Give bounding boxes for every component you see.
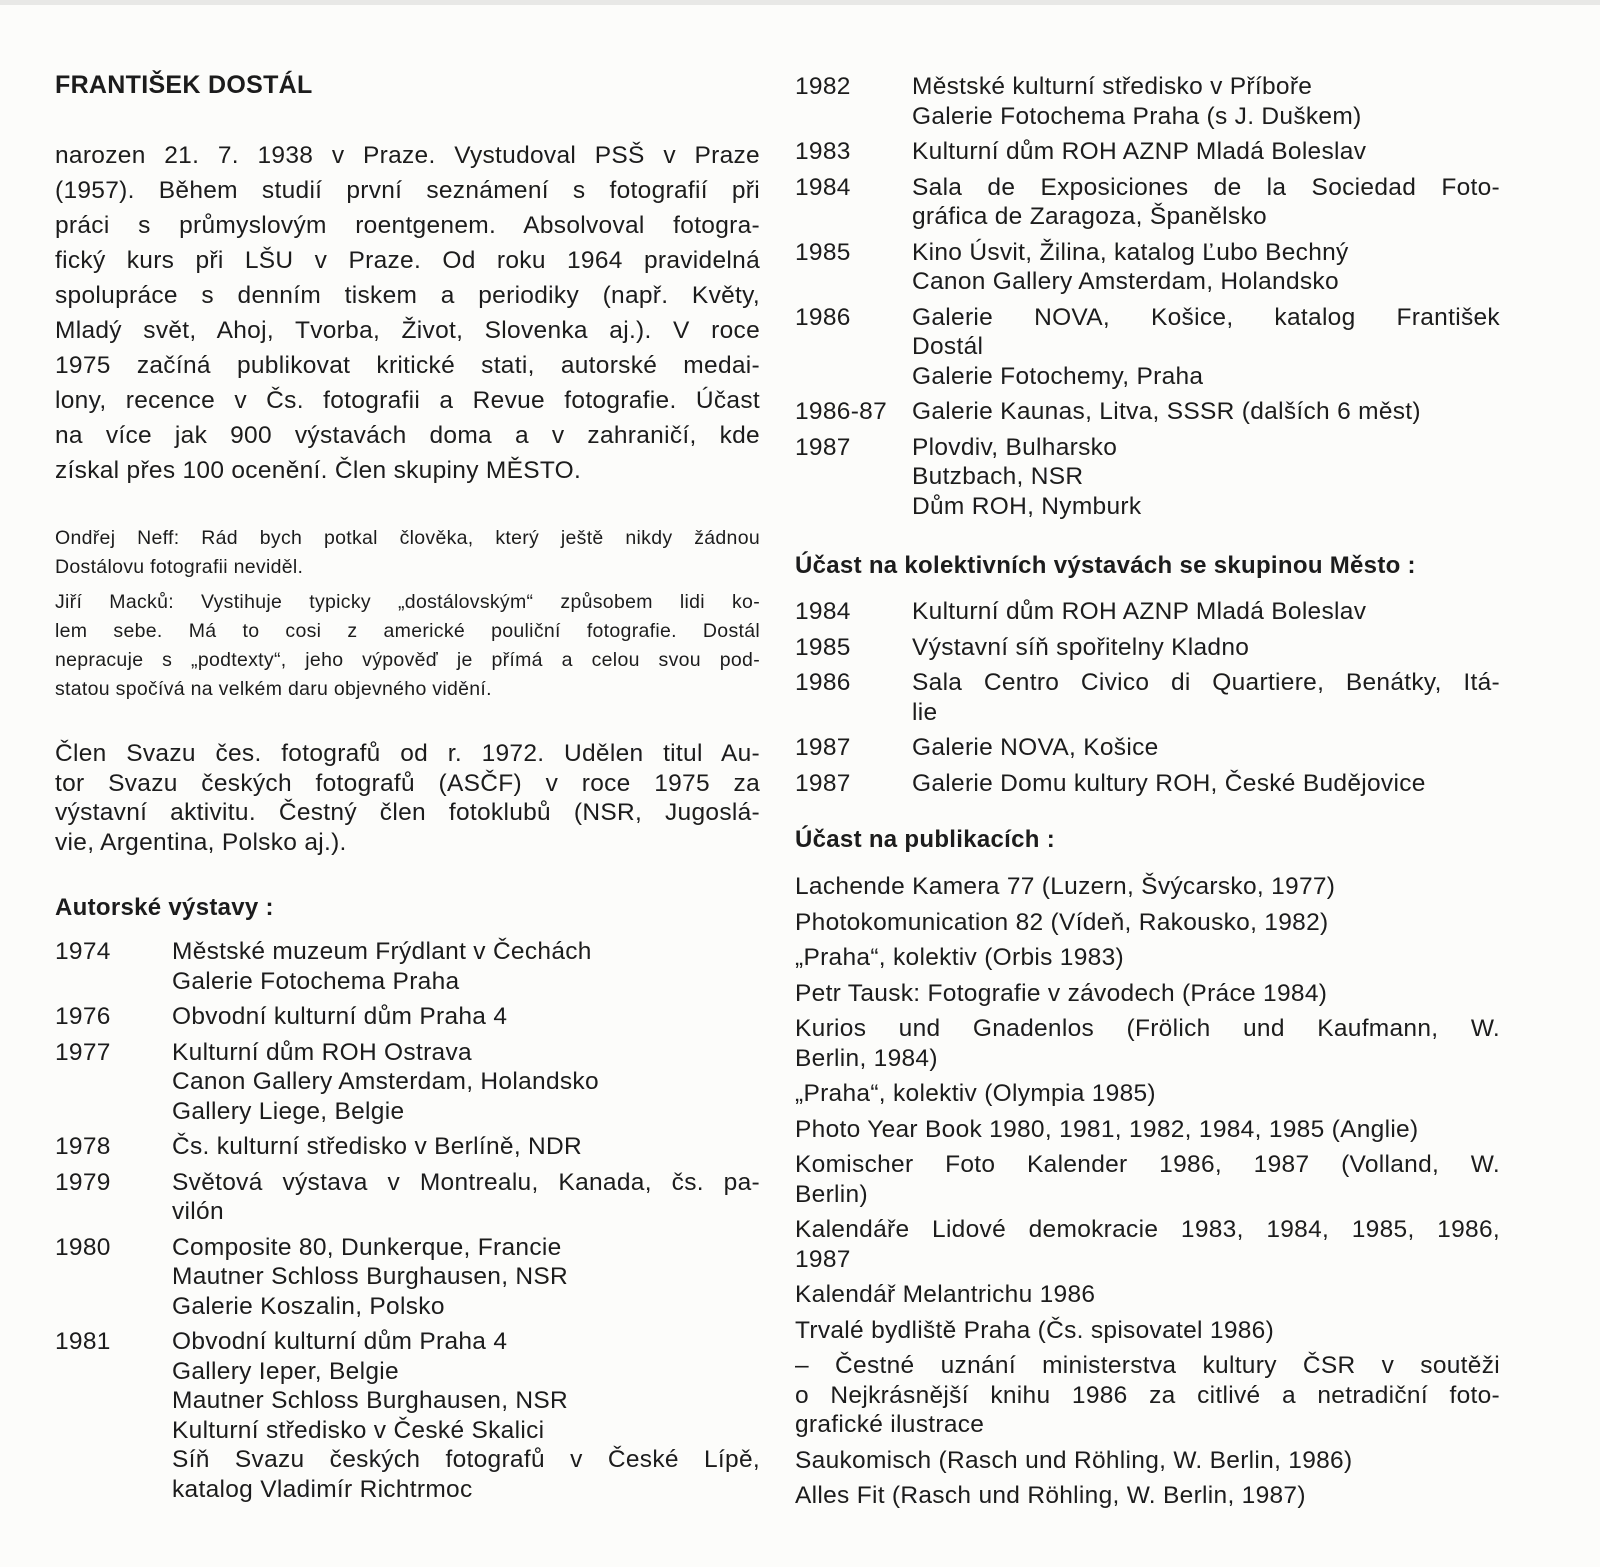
publication-line: Photokomunication 82 (Vídeň, Rakousko, 1982) xyxy=(795,908,1329,936)
publications-heading: Účast na publikacích : xyxy=(795,826,1056,853)
exhibition-venues xyxy=(912,733,1500,763)
exhibition-venue xyxy=(172,1445,760,1504)
exhibition-entry xyxy=(55,1132,760,1162)
exhibition-year: 1983 xyxy=(795,138,851,165)
venue-line: Sala de Exposiciones de la Sociedad Foto- xyxy=(912,173,1500,201)
exhibition-entry xyxy=(55,1038,760,1127)
venue-line: Galerie Kaunas, Litva, SSSR (dalších 6 měst) xyxy=(912,398,1421,425)
venue-line: Obvodní kulturní dům Praha 4 xyxy=(172,1328,508,1355)
publication-line: Komischer Foto Kalender 1986, 1987 (Volland, W. xyxy=(795,1151,1500,1178)
exhibition-year: 1980 xyxy=(55,1233,111,1261)
exhibition-venues xyxy=(912,72,1500,131)
solo-exhibitions-heading: Autorské výstavy : xyxy=(55,894,274,921)
publication-line: Trvalé bydliště Praha (Čs. spisovatel 1986) xyxy=(795,1316,1275,1344)
exhibition-entry xyxy=(795,733,1500,763)
exhibition-venues xyxy=(172,1233,760,1322)
venue-line: Kino Úsvit, Žilina, katalog Ľubo Bechný xyxy=(912,238,1349,266)
page-title: FRANTIŠEK DOSTÁL xyxy=(55,71,313,99)
venue-line: Gallery Liege, Belgie xyxy=(172,1097,405,1125)
exhibition-year: 1986 xyxy=(795,303,851,331)
exhibition-venue xyxy=(912,769,1500,799)
exhibition-venue xyxy=(912,72,1500,102)
venue-line: Kulturní dům ROH AZNP Mladá Boleslav xyxy=(912,598,1367,625)
venue-line: Galerie Koszalin, Polsko xyxy=(172,1292,445,1320)
exhibition-venues xyxy=(912,137,1500,167)
bio-line: (1957). Během studií první seznámení s fotografií při xyxy=(55,177,760,204)
publication-line: grafické ilustrace xyxy=(795,1411,985,1438)
publication-item xyxy=(795,872,1500,902)
publication-line: „Praha“, kolektiv (Orbis 1983) xyxy=(795,944,1124,971)
publication-item xyxy=(795,1215,1500,1274)
publication-item xyxy=(795,979,1500,1009)
exhibition-venue xyxy=(912,238,1500,268)
exhibition-venue xyxy=(912,173,1500,232)
exhibition-venues xyxy=(912,597,1500,627)
publication-item xyxy=(795,1316,1500,1346)
publication-line: Alles Fit (Rasch und Röhling, W. Berlin, 1987) xyxy=(795,1482,1306,1509)
exhibition-year: 1985 xyxy=(795,633,851,661)
exhibition-venue xyxy=(172,1292,760,1322)
exhibition-venue xyxy=(172,1168,760,1227)
exhibition-venues xyxy=(912,397,1500,427)
exhibition-entry xyxy=(55,1233,760,1322)
venue-line: Plovdiv, Bulharsko xyxy=(912,433,1118,461)
venue-line: Světová výstava v Montrealu, Kanada, čs. pa- xyxy=(172,1168,760,1196)
venue-line: Canon Gallery Amsterdam, Holandsko xyxy=(172,1068,599,1095)
publication-item xyxy=(795,908,1500,938)
exhibition-venue xyxy=(912,362,1500,392)
publication-item xyxy=(795,1014,1500,1073)
publication-line: Berlin, 1984) xyxy=(795,1044,938,1072)
venue-line: Výstavní síň spořitelny Kladno xyxy=(912,633,1250,661)
exhibition-year: 1987 xyxy=(795,433,851,461)
exhibition-year: 1974 xyxy=(55,938,111,965)
venue-line: Městské kulturní středisko v Příboře xyxy=(912,73,1313,100)
venue-line: Dostál xyxy=(912,333,984,360)
exhibition-venue xyxy=(912,597,1500,627)
exhibition-venue xyxy=(172,1357,760,1387)
exhibition-entry xyxy=(55,1168,760,1227)
exhibition-venue xyxy=(912,462,1500,492)
exhibition-entry xyxy=(795,597,1500,627)
group-exhibitions-list xyxy=(795,597,1500,804)
exhibition-venues xyxy=(172,1132,760,1162)
solo-exhibitions-list xyxy=(55,937,760,1510)
exhibition-year: 1985 xyxy=(795,238,851,266)
publication-item xyxy=(795,1280,1500,1310)
venue-line: Galerie Fotochemy, Praha xyxy=(912,362,1204,390)
exhibition-venue xyxy=(912,433,1500,463)
exhibition-venue xyxy=(172,1038,760,1068)
bio-line: práci s průmyslovým roentgenem. Absolvoval fotogra- xyxy=(55,212,760,239)
publication-item xyxy=(795,1446,1500,1476)
membership-line: výstavní aktivitu. Čestný člen fotoklubů (NSR, Jugoslá- xyxy=(55,799,760,826)
exhibition-entry xyxy=(795,137,1500,167)
exhibition-venue xyxy=(912,668,1500,727)
publication-line: Kalendář Melantrichu 1986 xyxy=(795,1281,1096,1308)
venue-line: Čs. kulturní středisko v Berlíně, NDR xyxy=(172,1133,583,1160)
exhibition-year: 1984 xyxy=(795,598,851,625)
exhibition-venues xyxy=(172,937,760,996)
exhibition-entry xyxy=(795,72,1500,131)
exhibition-venues xyxy=(912,769,1500,799)
exhibition-year: 1986 xyxy=(795,669,851,696)
publication-item xyxy=(795,1351,1500,1440)
publication-item xyxy=(795,1481,1500,1511)
publication-line: – Čestné uznání ministerstva kultury ČSR v soutěži xyxy=(795,1352,1500,1379)
exhibition-year: 1982 xyxy=(795,73,851,100)
venue-line: Canon Gallery Amsterdam, Holandsko xyxy=(912,268,1339,295)
exhibition-entry xyxy=(795,397,1500,427)
publications-list xyxy=(795,872,1500,1517)
solo-exhibitions-list-continued xyxy=(795,72,1500,527)
publication-line: Berlin) xyxy=(795,1180,868,1208)
bio-line: na více jak 900 výstavách doma a v zahraničí, kde xyxy=(55,422,760,449)
exhibition-entry xyxy=(795,668,1500,727)
venue-line: Gallery Ieper, Belgie xyxy=(172,1357,399,1385)
exhibition-venue xyxy=(912,137,1500,167)
exhibition-venue xyxy=(912,492,1500,522)
exhibition-entry xyxy=(55,937,760,996)
venue-line: Galerie Domu kultury ROH, České Budějovice xyxy=(912,769,1426,797)
membership-paragraph xyxy=(55,739,760,857)
membership-line: Člen Svazu čes. fotografů od r. 1972. Udělen titul Au- xyxy=(55,740,760,767)
venue-line: lie xyxy=(912,698,938,726)
quote-line: statou spočívá na velkém daru objevného vidění. xyxy=(55,678,492,700)
venue-line: Sala Centro Civico di Quartiere, Benátky, Itá- xyxy=(912,669,1500,696)
publication-line: Kalendáře Lidové demokracie 1983, 1984, 1985, 1986, xyxy=(795,1216,1500,1243)
membership-line: tor Svazu českých fotografů (ASČF) v roce 1975 za xyxy=(55,769,760,797)
exhibition-venue xyxy=(172,1067,760,1097)
exhibition-venue xyxy=(172,1002,760,1032)
exhibition-entry xyxy=(55,1002,760,1032)
venue-line: Síň Svazu českých fotografů v České Lípě, xyxy=(172,1446,760,1473)
exhibition-year: 1976 xyxy=(55,1003,111,1030)
exhibition-venue xyxy=(172,937,760,967)
author-name xyxy=(55,70,760,100)
publication-line: Kurios und Gnadenlos (Frölich und Kaufmann, W. xyxy=(795,1015,1500,1042)
bio-line: lony, recence v Čs. fotografii a Revue fotografie. Účast xyxy=(55,387,760,414)
exhibition-venues xyxy=(912,238,1500,297)
biography-paragraph xyxy=(55,138,760,488)
exhibition-year: 1986-87 xyxy=(795,398,888,425)
quote-line: Ondřej Neff: Rád bych potkal člověka, který ještě nikdy žádnou xyxy=(55,527,760,549)
publication-line: 1987 xyxy=(795,1245,851,1273)
exhibition-venue xyxy=(172,1097,760,1127)
exhibition-venue xyxy=(172,1416,760,1446)
exhibition-venues xyxy=(172,1327,760,1504)
exhibition-venue xyxy=(912,633,1500,663)
exhibition-venues xyxy=(912,668,1500,727)
exhibition-year: 1984 xyxy=(795,173,851,201)
exhibition-entry xyxy=(795,303,1500,392)
venue-line: Galerie NOVA, Košice xyxy=(912,734,1159,761)
venue-line: Galerie Fotochema Praha xyxy=(172,967,460,995)
bio-line: Mladý svět, Ahoj, Tvorba, Život, Slovenka aj.). V roce xyxy=(55,317,760,344)
exhibition-venue xyxy=(912,267,1500,297)
bio-line: spolupráce s denním tiskem a periodiky (např. Květy, xyxy=(55,282,760,309)
exhibition-entry xyxy=(795,173,1500,232)
publication-line: o Nejkrásnější knihu 1986 za citlivé a netradiční foto- xyxy=(795,1381,1500,1409)
exhibition-entry xyxy=(795,238,1500,297)
exhibition-entry xyxy=(55,1327,760,1504)
venue-line: Mautner Schloss Burghausen, NSR xyxy=(172,1387,569,1414)
quote-line: lem sebe. Má to cosi z americké pouliční fotografie. Dostál xyxy=(55,620,760,642)
exhibition-entry xyxy=(795,433,1500,522)
publication-item xyxy=(795,1150,1500,1209)
exhibition-venues xyxy=(172,1002,760,1032)
exhibition-venues xyxy=(912,303,1500,392)
venue-line: Mautner Schloss Burghausen, NSR xyxy=(172,1263,569,1290)
venue-line: Městské muzeum Frýdlant v Čechách xyxy=(172,938,592,965)
publication-item xyxy=(795,1079,1500,1109)
exhibition-year: 1979 xyxy=(55,1168,111,1196)
exhibition-year: 1978 xyxy=(55,1133,111,1160)
exhibition-venues xyxy=(912,433,1500,522)
venue-line: Kulturní dům ROH AZNP Mladá Boleslav xyxy=(912,138,1367,165)
exhibition-venue xyxy=(912,102,1500,132)
exhibition-venues xyxy=(912,633,1500,663)
exhibition-entry xyxy=(795,633,1500,663)
exhibition-venue xyxy=(172,1386,760,1416)
exhibition-venue xyxy=(912,303,1500,362)
quote xyxy=(55,588,760,704)
exhibition-venue xyxy=(172,1132,760,1162)
publication-item xyxy=(795,1115,1500,1145)
publication-line: Photo Year Book 1980, 1981, 1982, 1984, 1985 (Anglie) xyxy=(795,1115,1419,1143)
publication-line: Saukomisch (Rasch und Röhling, W. Berlin, 1986) xyxy=(795,1446,1353,1474)
publication-line: Petr Tausk: Fotografie v závodech (Práce 1984) xyxy=(795,979,1328,1007)
venue-line: Galerie NOVA, Košice, katalog František xyxy=(912,303,1500,331)
membership-line: vie, Argentina, Polsko aj.). xyxy=(55,828,347,856)
venue-line: Kulturní dům ROH Ostrava xyxy=(172,1038,472,1066)
exhibition-venue xyxy=(172,1262,760,1292)
bio-line: fický kurs při LŠU v Praze. Od roku 1964 pravidelná xyxy=(55,247,760,274)
venue-line: katalog Vladimír Richtrmoc xyxy=(172,1475,473,1503)
exhibition-venue xyxy=(172,1327,760,1357)
exhibition-venues xyxy=(912,173,1500,232)
exhibition-venue xyxy=(172,967,760,997)
quote-line: Dostálovu fotografii neviděl. xyxy=(55,556,304,578)
quote xyxy=(55,524,760,582)
exhibition-year: 1987 xyxy=(795,734,851,761)
exhibition-venue xyxy=(912,733,1500,763)
venue-line: Butzbach, NSR xyxy=(912,463,1084,490)
group-exhibitions-heading: Účast na kolektivních výstavách se skupinou Město : xyxy=(795,552,1416,579)
venue-line: Obvodní kulturní dům Praha 4 xyxy=(172,1003,508,1030)
exhibition-venues xyxy=(172,1038,760,1127)
venue-line: Dům ROH, Nymburk xyxy=(912,492,1142,520)
venue-line: Composite 80, Dunkerque, Francie xyxy=(172,1233,562,1261)
exhibition-venues xyxy=(172,1168,760,1227)
publication-item xyxy=(795,943,1500,973)
bio-line: narozen 21. 7. 1938 v Praze. Vystudoval PSŠ v Praze xyxy=(55,142,760,169)
exhibition-year: 1977 xyxy=(55,1038,111,1066)
bio-line: 1975 začíná publikovat kritické stati, autorské medai- xyxy=(55,352,760,379)
quote-line: nepracuje s „podtexty“, jeho výpověď je přímá a celou svou pod- xyxy=(55,649,760,671)
bio-line: získal přes 100 ocenění. Člen skupiny MĚSTO. xyxy=(55,457,582,484)
exhibition-venue xyxy=(172,1233,760,1263)
publication-line: „Praha“, kolektiv (Olympia 1985) xyxy=(795,1080,1156,1107)
exhibition-year: 1981 xyxy=(55,1328,111,1355)
publication-line: Lachende Kamera 77 (Luzern, Švýcarsko, 1977) xyxy=(795,873,1336,900)
exhibition-year: 1987 xyxy=(795,769,851,797)
venue-line: gráfica de Zaragoza, Španělsko xyxy=(912,203,1267,230)
venue-line: Galerie Fotochema Praha (s J. Duškem) xyxy=(912,102,1362,130)
page-top-edge xyxy=(0,0,1600,5)
quotes xyxy=(55,524,760,710)
quote-line: Jiří Macků: Vystihuje typicky „dostálovským“ způsobem lidi ko- xyxy=(55,591,760,613)
venue-line: Kulturní středisko v České Skalici xyxy=(172,1416,545,1444)
venue-line: vilón xyxy=(172,1198,224,1225)
exhibition-entry xyxy=(795,769,1500,799)
exhibition-venue xyxy=(912,397,1500,427)
